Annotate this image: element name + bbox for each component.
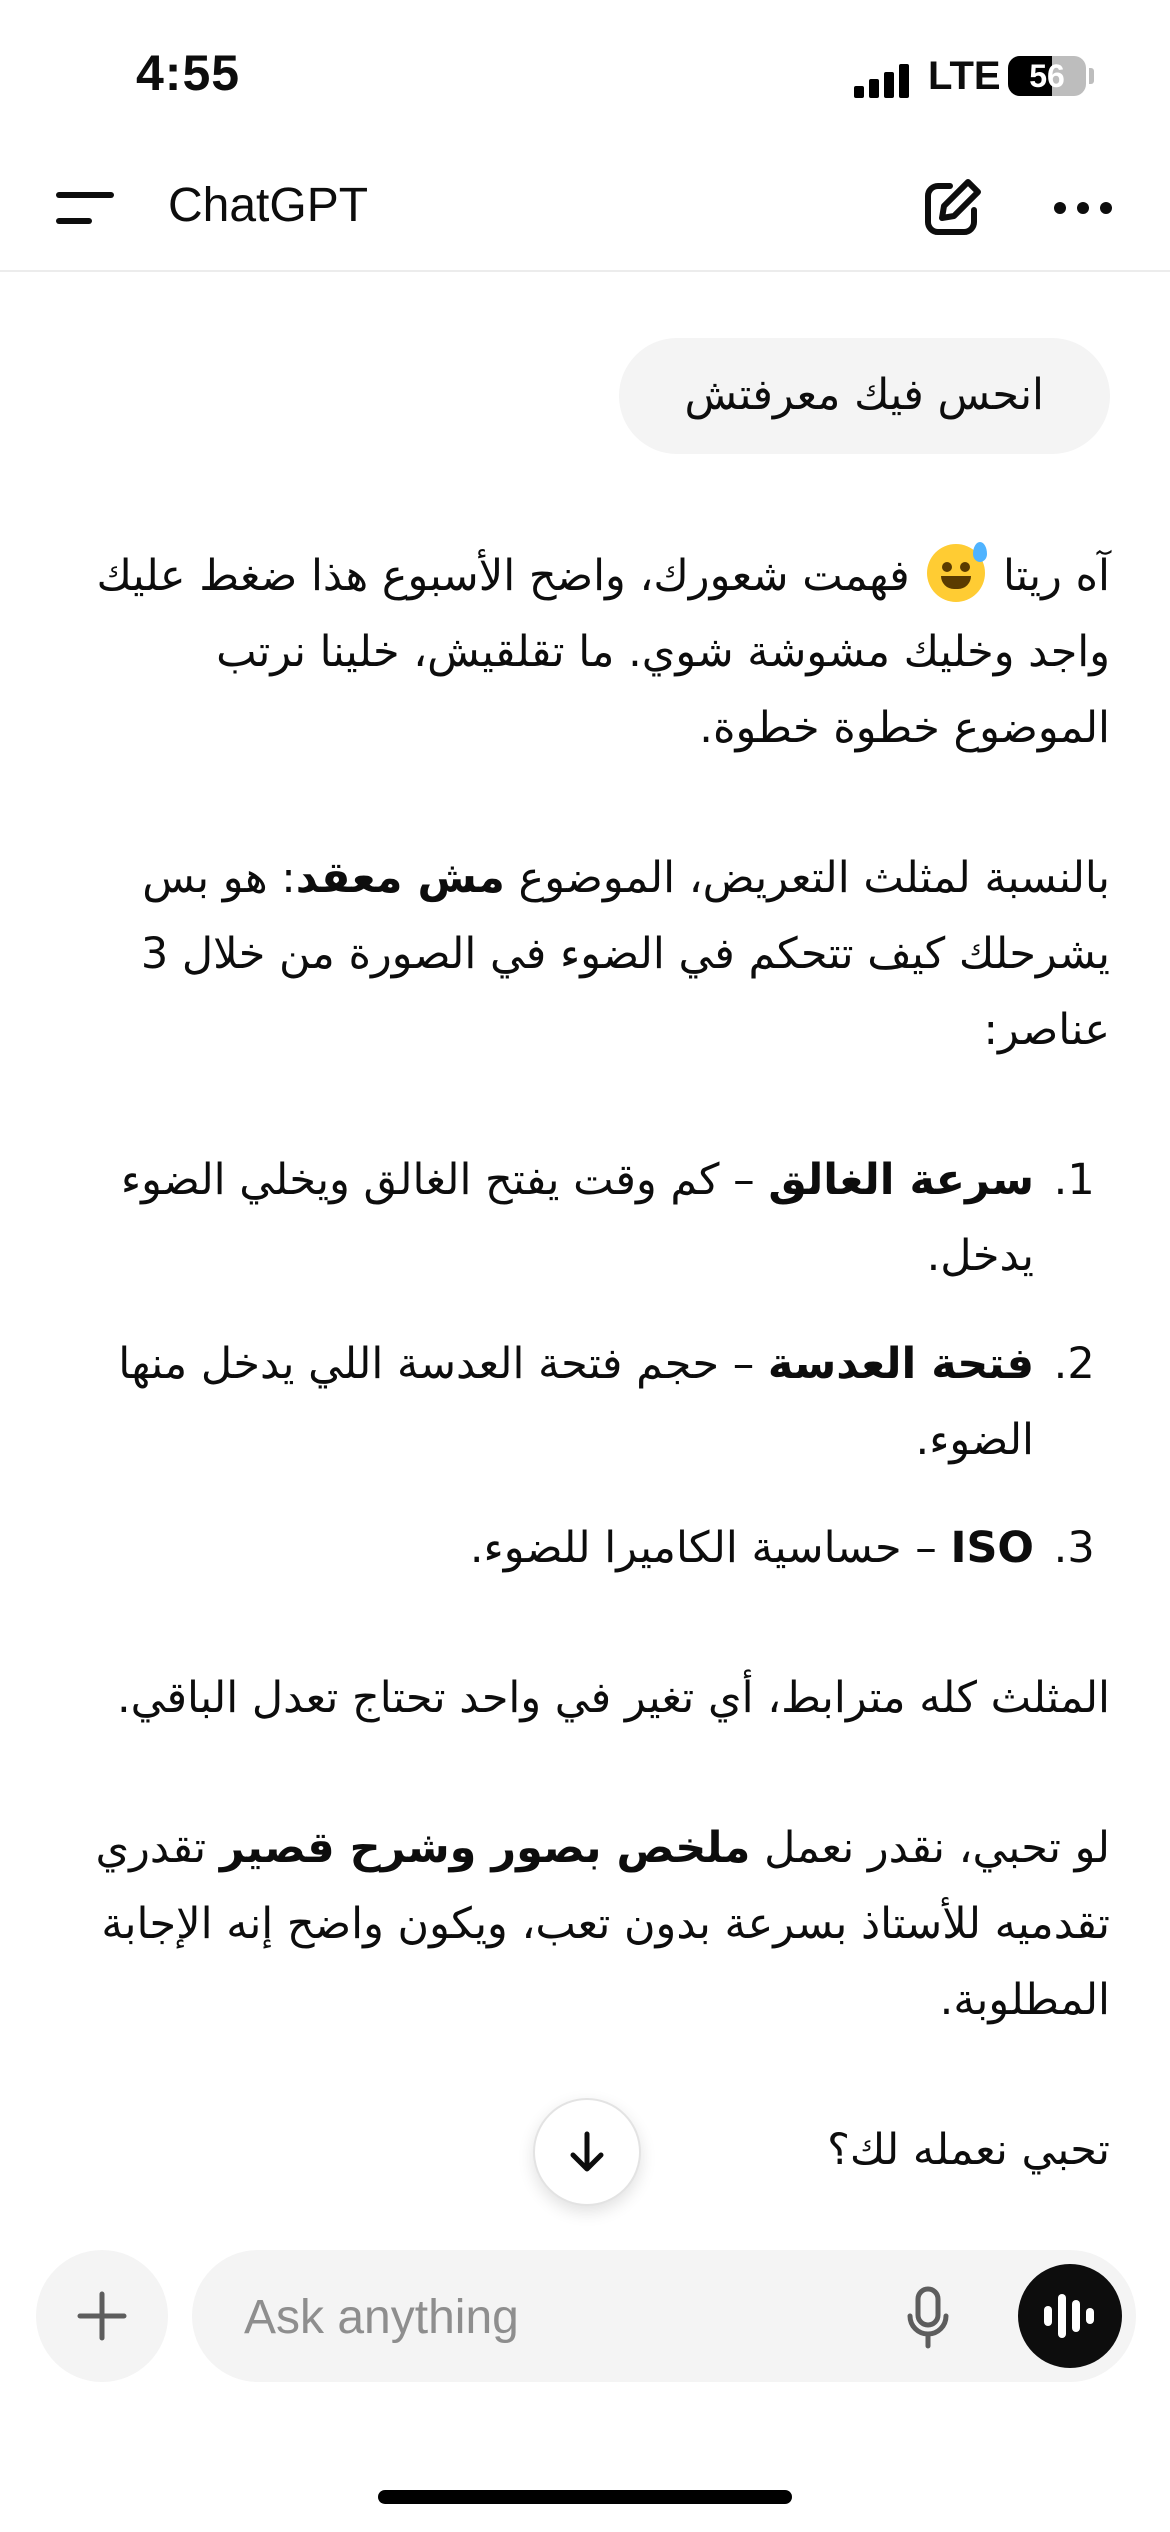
assistant-paragraph-4 bbox=[60, 1810, 1110, 2038]
composer bbox=[0, 2242, 1170, 2412]
assistant-paragraph-2 bbox=[60, 840, 1110, 1068]
assistant-paragraph-1 bbox=[60, 538, 1110, 766]
arrow-down-icon bbox=[563, 2128, 611, 2176]
greeting-text: آه ريتا bbox=[1003, 551, 1110, 601]
message-input-container bbox=[192, 2250, 1136, 2382]
p2-before: بالنسبة لمثلث التعريض، الموضوع bbox=[518, 853, 1110, 903]
list-item bbox=[60, 1510, 1040, 1586]
status-bar bbox=[0, 0, 1170, 150]
p2-bold: مش معقد bbox=[295, 853, 505, 903]
mic-icon[interactable] bbox=[906, 2286, 950, 2350]
list-item bbox=[60, 1142, 1040, 1294]
scroll-to-bottom-button[interactable] bbox=[533, 2098, 641, 2206]
p4-before: لو تحبي، نقدر نعمل bbox=[764, 1823, 1110, 1873]
network-type: LTE bbox=[928, 54, 1001, 98]
greeting-rest-text: فهمت شعورك، واضح الأسبوع هذا ضغط عليك واجد وخليك مشوشة شوي. ما تقلقيش، خلينا نرتب الموضوع خطوة خطوة. bbox=[96, 551, 1110, 753]
user-message-bubble: انحس فيك معرفتش bbox=[619, 338, 1110, 454]
p2-after: : هو بس يشرحلك كيف تتحكم في الضوء في الصورة من خلال 3 عناصر: bbox=[140, 853, 1110, 1055]
new-chat-icon[interactable] bbox=[920, 176, 984, 240]
status-time: 4:55 bbox=[136, 45, 241, 101]
list-item-text: – كم وقت يفتح الغالق ويخلي الضوء يدخل. bbox=[120, 1155, 1034, 1281]
p4-bold: ملخص بصور وشرح قصير bbox=[219, 1823, 751, 1873]
app-header bbox=[0, 150, 1170, 272]
message-input[interactable] bbox=[242, 2280, 846, 2354]
cellular-signal-icon bbox=[854, 64, 910, 98]
assistant-paragraph-3: المثلث كله مترابط، أي تغير في واحد تحتاج تعدل الباقي. bbox=[116, 1673, 1110, 1723]
list-item-title: سرعة الغالق bbox=[768, 1155, 1034, 1205]
exposure-list bbox=[60, 1142, 1110, 1586]
p4-after: تقدري تقدميه للأستاذ بسرعة بدون تعب، ويكون واضح إنه الإجابة المطلوبة. bbox=[95, 1823, 1110, 2025]
list-item-text: – حساسية الكاميرا للضوء. bbox=[469, 1523, 951, 1573]
battery-tip bbox=[1089, 68, 1094, 84]
plus-icon bbox=[76, 2290, 128, 2342]
chat-thread bbox=[0, 272, 1170, 2242]
list-item bbox=[60, 1326, 1040, 1478]
app-title: ChatGPT bbox=[168, 179, 369, 232]
battery-icon bbox=[1008, 56, 1086, 96]
list-item-title: فتحة العدسة bbox=[767, 1339, 1034, 1389]
home-indicator bbox=[378, 2490, 792, 2504]
battery-level: 56 bbox=[1029, 58, 1065, 94]
list-item-title: ISO bbox=[950, 1523, 1034, 1573]
voice-mode-button[interactable] bbox=[1018, 2264, 1122, 2368]
grinning-sweat-emoji-icon bbox=[927, 544, 985, 602]
assistant-paragraph-5: تحبي نعمله لك؟ bbox=[827, 2125, 1110, 2175]
assistant-message bbox=[60, 538, 1110, 2242]
add-attachment-button[interactable] bbox=[36, 2250, 168, 2382]
menu-icon[interactable] bbox=[56, 188, 114, 228]
more-icon[interactable] bbox=[1054, 202, 1112, 216]
list-item-text: – حجم فتحة العدسة اللي يدخل منها الضوء. bbox=[118, 1339, 1034, 1465]
